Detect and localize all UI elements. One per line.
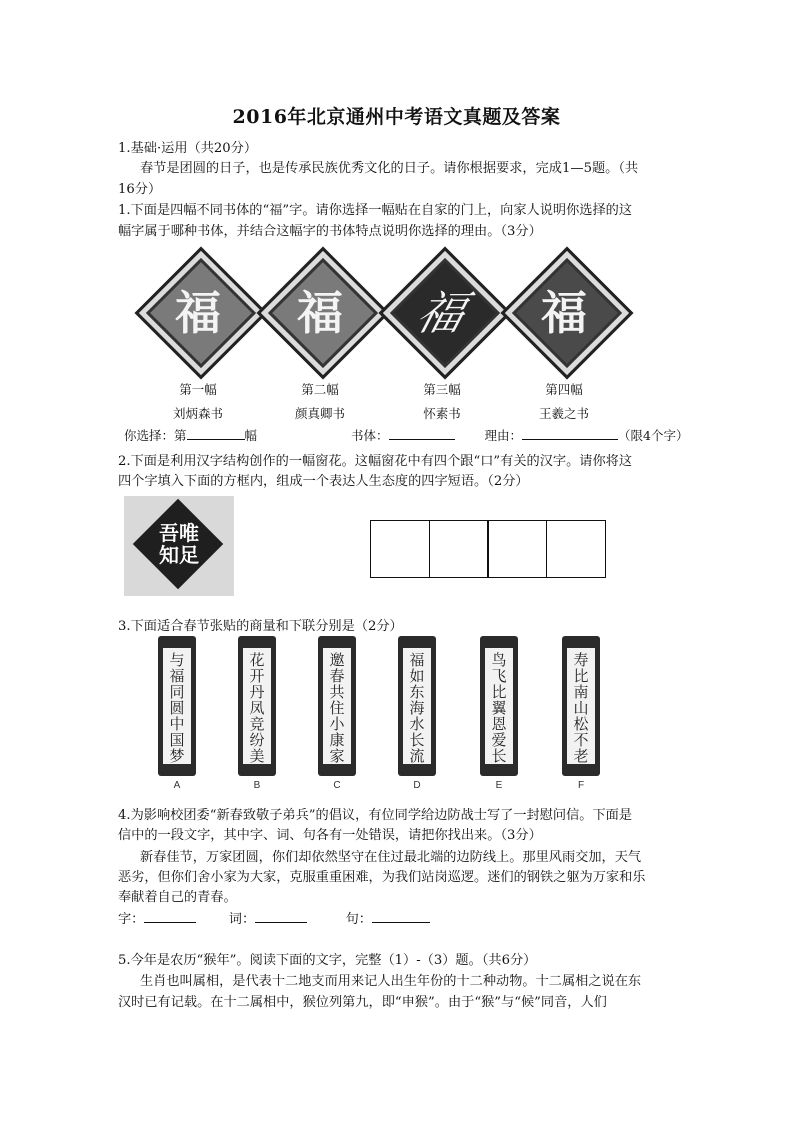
ju-blank[interactable] — [372, 910, 430, 923]
scroll-char: 与 — [169, 651, 185, 669]
scroll-paper — [163, 648, 191, 764]
scroll-char: 寿 — [573, 651, 589, 669]
ju-label: 句： — [345, 912, 372, 927]
scroll-char: 南 — [573, 683, 589, 701]
scroll-char: 小 — [329, 715, 345, 733]
scroll-char: 如 — [409, 667, 425, 685]
scroll-char: 福 — [169, 667, 185, 685]
scroll-char: 流 — [409, 747, 425, 765]
scroll-letter: C — [333, 780, 341, 791]
answer-box-2[interactable] — [429, 520, 489, 578]
scroll-letter: D — [413, 780, 421, 791]
select-suffix: 幅 — [244, 428, 258, 443]
scroll-char: 水 — [409, 715, 425, 733]
scroll-char: 纷 — [249, 731, 265, 749]
fu-label-4: 第四幅 — [545, 382, 583, 397]
scroll-char: 飞 — [491, 667, 507, 685]
scroll-char: 丹 — [249, 683, 265, 701]
scroll-char: 凤 — [249, 699, 265, 717]
select-number-blank[interactable] — [187, 427, 245, 440]
scroll-char: 共 — [329, 683, 345, 701]
q4-text-line1: 4.为影响校团委“新春致敬子弟兵”的倡议，有位同学给边防战士写了一封慰问信。下面是 — [118, 808, 632, 823]
fu-calligraphy-figure — [122, 244, 650, 444]
scroll-char: 不 — [573, 731, 589, 749]
window-text — [124, 522, 234, 566]
answer-box-4[interactable] — [546, 520, 606, 578]
scroll-char: 家 — [329, 747, 345, 765]
zi-label: 字： — [118, 912, 145, 927]
font-blank[interactable] — [389, 427, 455, 440]
scroll-char: 邀 — [329, 651, 345, 669]
scroll-char: 鸟 — [491, 651, 507, 669]
fu-author-3: 怀素书 — [423, 406, 461, 421]
fu-label-1: 第一幅 — [179, 382, 217, 397]
scroll-f — [562, 636, 600, 791]
window-text-top: 吾唯 — [159, 521, 199, 545]
q1-answer-line — [124, 426, 688, 444]
scroll-char: 中 — [169, 715, 185, 733]
scroll-letter: F — [577, 780, 585, 791]
scroll-a — [158, 636, 196, 791]
couplet-scrolls — [150, 636, 610, 796]
scroll-char: 老 — [573, 747, 589, 765]
scroll-c — [318, 636, 356, 791]
scroll-paper — [243, 648, 271, 764]
answer-boxes — [370, 520, 604, 578]
scroll-paper — [485, 648, 513, 764]
scroll-char: 爱 — [491, 731, 507, 749]
q2-text-line1: 2.下面是利用汉字结构创作的一幅窗花。这幅窗花中有四个跟“口”有关的汉字。请你将这 — [118, 454, 632, 469]
scroll-e — [480, 636, 518, 791]
section-heading: 1.基础·运用（共20分） — [118, 141, 258, 156]
scroll-paper — [323, 648, 351, 764]
scroll-char: 梦 — [169, 747, 185, 765]
q4-text-line2: 信中的一段文字，其中字、词、句各有一处错误，请把你找出来。（3分） — [118, 828, 542, 843]
fu-item-1 — [136, 248, 260, 372]
scroll-letter: E — [495, 780, 503, 791]
scroll-b — [238, 636, 276, 791]
window-flower-image — [124, 496, 234, 596]
zi-blank[interactable] — [144, 910, 196, 923]
scroll-char: 福 — [409, 651, 425, 669]
fu-char: 福 — [410, 286, 472, 340]
section-intro-line1: 春节是团圆的日子，也是传承民族优秀文化的日子。请你根据要求，完成1—5题。（共 — [140, 161, 639, 176]
answer-box-3[interactable] — [487, 520, 547, 578]
reason-blank[interactable] — [522, 427, 618, 440]
q5-para-line2: 汉时已有记载。在十二属相中，猴位列第九，即“申猴”。由于“猴”与“候”同音，人们 — [118, 995, 607, 1010]
q4-para-line2: 恶劣，但你们舍小家为大家，克服重重困难，为我们站岗巡逻。迷们的钢铁之躯为万家和乐 — [118, 870, 646, 885]
ci-label: 词： — [228, 912, 256, 927]
scroll-char: 比 — [491, 683, 507, 701]
fu-char: 福 — [541, 288, 587, 339]
q4-answer-line — [118, 910, 430, 930]
scroll-char: 圆 — [169, 699, 185, 717]
scroll-letter: B — [253, 780, 261, 791]
fu-item-4 — [502, 248, 626, 372]
fu-author-1: 刘炳森书 — [172, 406, 223, 421]
q5-text-line1: 5.今年是农历“猴年”。阅读下面的文字，完整（1）-（3）题。（共6分） — [118, 953, 537, 968]
scroll-char: 美 — [249, 747, 265, 765]
scroll-char: 比 — [573, 667, 589, 685]
fu-char: 福 — [175, 286, 221, 340]
section-intro-line2: 16分） — [118, 182, 162, 197]
scroll-char: 竞 — [249, 715, 265, 733]
scroll-char: 住 — [329, 699, 345, 717]
scroll-char: 长 — [409, 731, 425, 749]
scroll-char: 国 — [169, 731, 185, 749]
q1-text-line2: 幅字属于哪种书体，并结合这幅字的书体特点说明你选择的理由。（3分） — [118, 224, 542, 239]
q3-text-line1: 3.下面适合春节张贴的商量和下联分别是（2分） — [118, 619, 403, 634]
fu-author-2: 颜真卿书 — [294, 406, 345, 421]
limit-note: （限4个字） — [618, 428, 689, 443]
fu-item-3 — [380, 248, 504, 372]
select-prefix: 你选择：第 — [124, 428, 187, 443]
scroll-paper — [567, 648, 595, 764]
page-title: 2016年北京通州中考语文真题及答案 — [232, 106, 561, 128]
scroll-char: 山 — [573, 699, 589, 717]
scroll-char: 松 — [573, 715, 589, 733]
scroll-d — [398, 636, 436, 791]
scroll-char: 同 — [169, 683, 185, 701]
fu-label-2: 第二幅 — [301, 382, 339, 397]
font-label: 书体： — [351, 428, 389, 443]
window-text-bottom: 知足 — [159, 543, 199, 567]
scroll-letter: A — [173, 780, 181, 791]
scroll-char: 东 — [409, 683, 425, 701]
reason-label: 理由： — [484, 428, 522, 443]
scroll-char: 春 — [329, 667, 345, 685]
scroll-paper — [403, 648, 431, 764]
scroll-char: 康 — [329, 731, 345, 749]
q4-para-line1: 新春佳节，万家团圆，你们却依然坚守在住过最北端的边防线上。那里风雨交加，天气 — [140, 850, 642, 865]
q4-para-line3: 奉献着自己的青春。 — [118, 890, 237, 905]
scroll-char: 长 — [491, 747, 507, 765]
fu-author-4: 王羲之书 — [538, 406, 589, 421]
scroll-char: 开 — [249, 667, 265, 685]
scroll-char: 恩 — [491, 715, 507, 733]
q1-text-line1: 1.下面是四幅不同书体的“福”字。请你选择一幅贴在自家的门上，向家人说明你选择的这 — [118, 203, 632, 218]
ci-blank[interactable] — [255, 910, 307, 923]
answer-box-1[interactable] — [370, 520, 430, 578]
q5-para-line1: 生肖也叫属相，是代表十二地支而用来记人出生年份的十二种动物。十二属相之说在东 — [140, 974, 642, 989]
fu-label-3: 第三幅 — [423, 382, 461, 397]
fu-item-2 — [258, 248, 382, 372]
fu-char: 福 — [297, 286, 343, 340]
scroll-char: 翼 — [491, 699, 507, 717]
scroll-char: 花 — [249, 651, 265, 669]
q2-text-line2: 四个字填入下面的方框内，组成一个表达人生态度的四字短语。（2分） — [118, 474, 529, 489]
scroll-char: 海 — [409, 699, 425, 717]
